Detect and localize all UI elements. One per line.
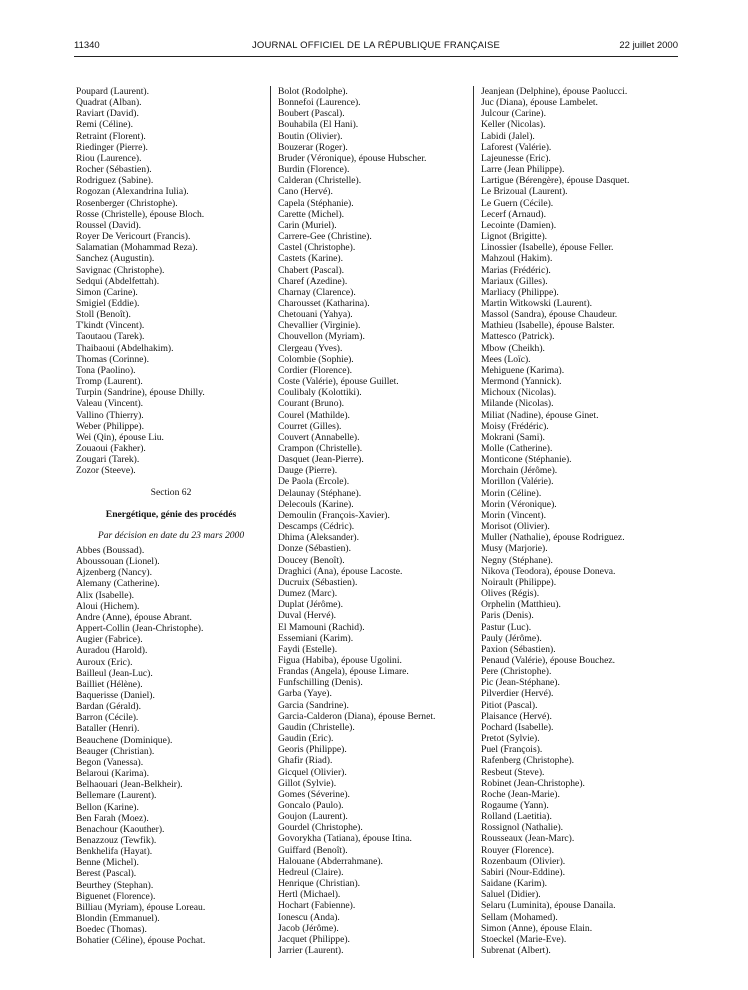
- name-entry: Govorykha (Tatiana), épouse Itina.: [278, 833, 412, 845]
- name-entry: Wei (Qin), épouse Liu.: [76, 431, 164, 443]
- name-entry: Ionescu (Anda).: [278, 911, 340, 923]
- name-entry: Boutin (Olivier).: [278, 130, 343, 142]
- name-entry: Orphelin (Matthieu).: [481, 599, 561, 611]
- section-heading: Section 62: [150, 487, 192, 499]
- name-entry: Pretot (Sylvie).: [481, 733, 540, 745]
- name-entry: Juc (Diana), épouse Lambelet.: [481, 97, 598, 109]
- name-entry: Castel (Christophe).: [278, 242, 356, 254]
- name-entry: Bohatier (Céline), épouse Pochat.: [76, 935, 206, 947]
- name-entry: Morin (Céline).: [481, 487, 542, 499]
- name-entry: Ducruix (Sébastien).: [278, 576, 358, 588]
- name-entry: Goujon (Laurent).: [278, 811, 348, 823]
- name-entry: Subrenat (Albert).: [481, 945, 551, 957]
- name-entry: Chetouani (Yahya).: [278, 309, 353, 321]
- name-entry: Retraint (Florent).: [76, 130, 146, 142]
- name-entry: Aloui (Hichem).: [76, 600, 140, 612]
- name-entry: Sellam (Mohamed).: [481, 911, 558, 923]
- name-entry: Saluel (Didier).: [481, 889, 541, 901]
- name-entry: Morisot (Olivier).: [481, 521, 550, 533]
- name-entry: Martin Witkowski (Laurent).: [481, 297, 593, 309]
- name-entry: Marliacy (Philippe).: [481, 286, 559, 298]
- name-list: [76, 86, 266, 476]
- name-entry: Puel (François).: [481, 744, 543, 756]
- name-entry: Donze (Sébastien).: [278, 543, 351, 555]
- name-entry: Mokrani (Sami).: [481, 431, 545, 443]
- name-entry: Beauger (Christian).: [76, 745, 155, 757]
- name-entry: Miliat (Nadine), épouse Ginet.: [481, 409, 599, 421]
- name-entry: Alix (Isabelle).: [76, 589, 135, 601]
- name-entry: Savignac (Christophe).: [76, 264, 165, 276]
- name-entry: Sedqui (Abdelfettah).: [76, 275, 160, 287]
- name-entry: Muller (Nathalie), épouse Rodriguez.: [481, 532, 625, 544]
- name-entry: Milande (Nicolas).: [481, 398, 554, 410]
- name-entry: Turpin (Sandrine), épouse Dhilly.: [76, 387, 205, 399]
- name-entry: Nikova (Teodora), épouse Doneva.: [481, 565, 616, 577]
- name-entry: Draghici (Ana), épouse Lacoste.: [278, 565, 403, 577]
- name-entry: Ben Farah (Moez).: [76, 812, 149, 824]
- name-entry: Mehiguene (Karima).: [481, 364, 565, 376]
- name-entry: Smigiel (Eddie).: [76, 297, 140, 309]
- name-entry: Tromp (Laurent).: [76, 376, 143, 388]
- name-entry: Pochard (Isabelle).: [481, 721, 554, 733]
- name-entry: Pitiot (Pascal).: [481, 699, 538, 711]
- name-entry: Descamps (Cédric).: [278, 521, 355, 533]
- name-entry: Mees (Loïc).: [481, 353, 531, 365]
- name-entry: Bellemare (Laurent).: [76, 790, 157, 802]
- name-entry: Valeau (Vincent).: [76, 398, 144, 410]
- name-entry: Molle (Catherine).: [481, 443, 553, 454]
- page-number: 11340: [74, 40, 100, 51]
- name-entry: Jeanjean (Delphine), épouse Paolucci.: [481, 86, 628, 97]
- name-entry: Mahzoul (Hakim).: [481, 253, 553, 265]
- name-list: [76, 545, 266, 947]
- name-entry: Chouvellon (Myriam).: [278, 331, 365, 343]
- name-entry: Dhima (Aleksander).: [278, 532, 359, 544]
- name-entry: Zougari (Tarek).: [76, 454, 140, 466]
- name-entry: Barron (Cécile).: [76, 712, 139, 724]
- name-entry: Charef (Azedine).: [278, 275, 348, 287]
- name-entry: Roche (Jean-Marie).: [481, 788, 560, 800]
- name-entry: Sabiri (Nour-Eddine).: [481, 866, 565, 878]
- name-entry: Remi (Céline).: [76, 119, 134, 131]
- name-entry: Bailliet (Hélène).: [76, 678, 143, 690]
- name-entry: Rosenberger (Christophe).: [76, 197, 178, 209]
- name-entry: Capela (Stéphanie).: [278, 197, 354, 209]
- name-entry: Garcia (Sandrine).: [278, 699, 349, 711]
- name-entry: Selaru (Luminita), épouse Danaila.: [481, 900, 616, 912]
- name-entry: Poupard (Laurent).: [76, 86, 149, 97]
- page-header: [74, 40, 678, 54]
- column-divider: [473, 86, 474, 958]
- name-entry: Cordier (Florence).: [278, 364, 353, 376]
- name-entry: Colombie (Sophie).: [278, 353, 354, 365]
- name-entry: Rogaume (Yann).: [481, 800, 549, 811]
- name-entry: Belaroui (Karima).: [76, 768, 149, 780]
- name-entry: Garcia-Calderon (Diana), épouse Bernet.: [278, 710, 436, 722]
- name-entry: Boedec (Thomas).: [76, 924, 147, 936]
- name-entry: Frandas (Angela), épouse Limare.: [278, 666, 409, 678]
- name-entry: Thaibaoui (Abdelhakim).: [76, 342, 174, 354]
- name-entry: Belhaouari (Jean-Belkheir).: [76, 779, 183, 791]
- name-entry: Negny (Stéphane).: [481, 554, 553, 566]
- name-entry: Bardan (Gérald).: [76, 701, 141, 713]
- name-entry: Chevallier (Virginie).: [278, 320, 361, 332]
- name-entry: Tona (Paolino).: [76, 364, 136, 376]
- name-entry: Musy (Marjorie).: [481, 543, 548, 555]
- name-entry: Gourdel (Christophe).: [278, 822, 363, 834]
- name-entry: De Paola (Ercole).: [278, 476, 350, 488]
- name-entry: Courant (Bruno).: [278, 398, 345, 410]
- name-entry: Goncalo (Paulo).: [278, 800, 344, 811]
- name-entry: Saidane (Karim).: [481, 878, 548, 890]
- name-entry: Dumez (Marc).: [278, 588, 338, 600]
- name-entry: Ghafir (Riad).: [278, 755, 333, 767]
- name-entry: Pere (Christophe).: [481, 666, 552, 678]
- name-entry: Doucey (Benoît).: [278, 554, 345, 566]
- name-entry: Ajzenberg (Nancy).: [76, 567, 153, 579]
- name-entry: Delaunay (Stéphane).: [278, 487, 362, 499]
- name-entry: Jacquet (Philippe).: [278, 933, 350, 945]
- name-entry: Auroux (Eric).: [76, 656, 133, 668]
- name-entry: Julcour (Carine).: [481, 108, 547, 120]
- name-entry: Lajeunesse (Eric).: [481, 152, 551, 164]
- name-entry: Benazzouz (Tewfik).: [76, 835, 157, 846]
- name-entry: Rossignol (Nathalie).: [481, 822, 564, 834]
- name-entry: Pilverdier (Hervé).: [481, 688, 554, 700]
- name-entry: Pauly (Jérôme).: [481, 632, 542, 644]
- name-entry: Blondin (Emmanuel).: [76, 913, 160, 925]
- name-entry: Rozenbaum (Olivier).: [481, 855, 566, 867]
- name-list: [481, 86, 681, 956]
- name-entry: Baquerisse (Daniel).: [76, 689, 155, 701]
- name-entry: Linossier (Isabelle), épouse Feller.: [481, 242, 614, 254]
- name-entry: Alemany (Catherine).: [76, 578, 160, 590]
- name-entry: Lecointe (Damien).: [481, 219, 557, 231]
- name-entry: Keller (Nicolas).: [481, 119, 546, 131]
- name-entry: Rosse (Christelle), épouse Bloch.: [76, 208, 205, 220]
- name-entry: Rodriguez (Sabine).: [76, 175, 154, 187]
- name-entry: Duplat (Jérôme).: [278, 599, 344, 611]
- name-entry: Lignot (Brigitte).: [481, 231, 548, 243]
- name-entry: Morin (Véronique).: [481, 498, 557, 510]
- name-entry: Chabert (Pascal).: [278, 264, 345, 276]
- name-entry: Beurthey (Stephan).: [76, 879, 154, 891]
- name-entry: Faydi (Estelle).: [278, 643, 338, 655]
- name-entry: Dasquet (Jean-Pierre).: [278, 454, 364, 466]
- name-entry: Bouhabila (El Hani).: [278, 119, 359, 131]
- journal-title: JOURNAL OFFICIEL DE LA RÉPUBLIQUE FRANÇAISE: [251, 40, 501, 51]
- name-entry: Rafenberg (Christophe).: [481, 755, 575, 767]
- name-entry: Pic (Jean-Stéphane).: [481, 677, 560, 689]
- name-entry: Begon (Vanessa).: [76, 756, 144, 768]
- name-entry: Raviart (David).: [76, 108, 139, 120]
- name-entry: Cano (Hervé).: [278, 186, 333, 198]
- name-entry: Riou (Laurence).: [76, 152, 142, 164]
- name-list: [278, 86, 470, 956]
- name-entry: Paris (Denis).: [481, 610, 534, 622]
- name-entry: Mariaux (Gilles).: [481, 275, 548, 287]
- name-entry: Plaisance (Hervé).: [481, 710, 552, 722]
- name-entry: Rousseaux (Jean-Marc).: [481, 833, 575, 845]
- name-entry: Demoulin (François-Xavier).: [278, 509, 390, 521]
- name-entry: Burdin (Florence).: [278, 164, 350, 176]
- name-entry: Stoeckel (Marie-Eve).: [481, 933, 567, 945]
- name-entry: Lartigue (Bérengère), épouse Dasquet.: [481, 175, 630, 187]
- name-entry: Benkhelifa (Hayat).: [76, 846, 153, 858]
- name-entry: Billiau (Myriam), épouse Loreau.: [76, 901, 206, 913]
- name-entry: Carette (Michel).: [278, 208, 345, 220]
- name-entry: Beauchene (Dominique).: [76, 734, 173, 746]
- name-entry: Mattesco (Patrick).: [481, 331, 555, 343]
- name-entry: El Mamouni (Rachid).: [278, 621, 365, 633]
- name-entry: Appert-Collin (Jean-Christophe).: [76, 623, 204, 635]
- name-entry: Augier (Fabrice).: [76, 634, 143, 646]
- name-entry: Couvert (Annabelle).: [278, 431, 360, 443]
- name-entry: Calderan (Christelle).: [278, 175, 362, 187]
- name-entry: Gaudin (Eric).: [278, 733, 334, 745]
- name-entry: Auradou (Harold).: [76, 645, 148, 657]
- name-entry: Morin (Vincent).: [481, 509, 546, 521]
- name-entry: Laforest (Valérie).: [481, 141, 552, 153]
- name-entry: Sanchez (Augustin).: [76, 253, 155, 265]
- section-decision: Par décision en date du 23 mars 2000: [97, 529, 245, 541]
- name-entry: Clergeau (Yves).: [278, 342, 343, 354]
- name-entry: Biguenet (Florence).: [76, 890, 156, 902]
- name-entry: Benne (Michel).: [76, 857, 139, 869]
- name-entry: Weber (Philippe).: [76, 420, 144, 432]
- name-entry: Stoll (Benoît).: [76, 309, 131, 321]
- name-entry: Hertl (Michael).: [278, 889, 341, 901]
- name-entry: Aboussouan (Lionel).: [76, 556, 160, 568]
- column-divider: [270, 86, 271, 958]
- name-entry: Rolland (Laetitia).: [481, 811, 552, 823]
- name-entry: Monticone (Stéphanie).: [481, 454, 572, 466]
- name-entry: Courret (Gilles).: [278, 420, 342, 432]
- name-entry: Abbes (Boussad).: [76, 544, 145, 556]
- name-entry: Crampon (Christelle).: [278, 443, 363, 454]
- name-entry: Dauge (Pierre).: [278, 465, 338, 477]
- name-entry: Gaudin (Christelle).: [278, 721, 355, 733]
- name-entry: Resbeut (Steve).: [481, 766, 545, 778]
- section-title: Energétique, génie des procédés: [105, 508, 237, 520]
- name-entry: Jarrier (Laurent).: [278, 945, 344, 957]
- name-entry: Moisy (Frédéric).: [481, 420, 549, 432]
- name-entry: Mermond (Yannick).: [481, 376, 562, 388]
- name-entry: Larre (Jean Philippe).: [481, 164, 565, 176]
- name-entry: Bolot (Rodolphe).: [278, 86, 348, 97]
- name-entry: Roussel (David).: [76, 219, 142, 231]
- name-entry: Labidi (Jalel).: [481, 130, 535, 142]
- name-entry: Rouyer (Florence).: [481, 844, 554, 856]
- name-entry: Simon (Anne), épouse Elain.: [481, 922, 593, 934]
- header-rule: [74, 56, 678, 57]
- name-entry: Boubert (Pascal).: [278, 108, 345, 120]
- name-entry: Michoux (Nicolas).: [481, 387, 557, 399]
- column-1: [76, 86, 266, 947]
- name-entry: Zouaoui (Fakher).: [76, 443, 146, 454]
- name-entry: Henrique (Christian).: [278, 878, 361, 890]
- name-entry: Benachour (Kaouther).: [76, 823, 165, 835]
- name-entry: Andre (Anne), épouse Abrant.: [76, 611, 192, 623]
- name-entry: Guiffard (Benoît).: [278, 844, 348, 856]
- name-entry: Lecerf (Arnaud).: [481, 208, 546, 220]
- name-entry: Carrere-Gee (Christine).: [278, 231, 372, 243]
- name-entry: Quadrat (Alban).: [76, 97, 142, 109]
- name-entry: Gomes (Séverine).: [278, 788, 350, 800]
- name-entry: Jacob (Jérôme).: [278, 922, 339, 934]
- name-entry: Gicquel (Olivier).: [278, 766, 347, 778]
- name-entry: Hedreul (Claire).: [278, 866, 344, 878]
- name-entry: Carin (Muriel).: [278, 219, 337, 231]
- name-entry: Funfschilling (Denis).: [278, 677, 363, 689]
- name-entry: Le Brizoual (Laurent).: [481, 186, 568, 198]
- name-entry: Riedinger (Pierre).: [76, 141, 148, 153]
- name-entry: Essemiani (Karim).: [278, 632, 354, 644]
- name-entry: Vallino (Thierry).: [76, 409, 144, 421]
- name-entry: Simon (Carine).: [76, 286, 138, 298]
- name-entry: Halouane (Abderrahmane).: [278, 855, 383, 867]
- name-entry: Le Guern (Cécile).: [481, 197, 554, 209]
- name-entry: Gillot (Sylvie).: [278, 777, 337, 789]
- name-entry: Mathieu (Isabelle), épouse Balster.: [481, 320, 615, 332]
- name-entry: Marias (Frédéric).: [481, 264, 551, 276]
- name-entry: Berest (Pascal).: [76, 868, 137, 880]
- name-entry: Castets (Karine).: [278, 253, 344, 265]
- name-entry: T'kindt (Vincent).: [76, 320, 145, 332]
- name-entry: Bonnefoi (Laurence).: [278, 97, 361, 109]
- name-entry: Mbow (Cheikh).: [481, 342, 545, 354]
- name-entry: Hochart (Fabienne).: [278, 900, 356, 912]
- name-entry: Royer De Vericourt (Francis).: [76, 231, 191, 243]
- name-entry: Zozor (Steeve).: [76, 465, 136, 477]
- name-entry: Rogozan (Alexandrina Iulia).: [76, 186, 189, 198]
- name-entry: Georis (Philippe).: [278, 744, 347, 756]
- name-entry: Salamatian (Mohammad Reza).: [76, 242, 198, 254]
- publication-date: 22 juillet 2000: [619, 40, 678, 51]
- name-entry: Rocher (Sébastien).: [76, 164, 152, 176]
- name-entry: Bataller (Henri).: [76, 723, 140, 735]
- name-entry: Paxion (Sébastien).: [481, 643, 556, 655]
- name-entry: Figua (Habiba), épouse Ugolini.: [278, 654, 402, 666]
- name-entry: Massol (Sandra), épouse Chaudeur.: [481, 309, 618, 321]
- name-entry: Bruder (Véronique), épouse Hubscher.: [278, 152, 427, 164]
- name-entry: Morillon (Valérie).: [481, 476, 554, 488]
- name-entry: Garba (Yaye).: [278, 688, 332, 700]
- name-entry: Robinet (Jean-Christophe).: [481, 777, 585, 789]
- name-entry: Olives (Régis).: [481, 588, 540, 600]
- name-entry: Noirault (Philippe).: [481, 576, 557, 588]
- name-entry: Charnay (Clarence).: [278, 286, 356, 298]
- name-entry: Courel (Mathilde).: [278, 409, 350, 421]
- name-entry: Bailleul (Jean-Luc).: [76, 667, 153, 679]
- name-entry: Coste (Valérie), épouse Guillet.: [278, 376, 399, 388]
- name-entry: Thomas (Corinne).: [76, 353, 150, 365]
- name-entry: Pastur (Luc).: [481, 621, 532, 633]
- name-entry: Coulibaly (Kolottiki).: [278, 387, 362, 399]
- name-entry: Bellon (Karine).: [76, 801, 139, 813]
- name-entry: Delecouls (Karine).: [278, 498, 354, 510]
- name-entry: Bouzerar (Roger).: [278, 141, 348, 153]
- column-3: [481, 86, 681, 956]
- name-entry: Morchain (Jérôme).: [481, 465, 558, 477]
- name-entry: Duval (Hervé).: [278, 610, 337, 622]
- name-entry: Penaud (Valérie), épouse Bouchez.: [481, 654, 615, 666]
- name-entry: Taoutaou (Tarek).: [76, 331, 145, 343]
- column-2: [278, 86, 470, 956]
- name-entry: Charousset (Katharina).: [278, 297, 370, 309]
